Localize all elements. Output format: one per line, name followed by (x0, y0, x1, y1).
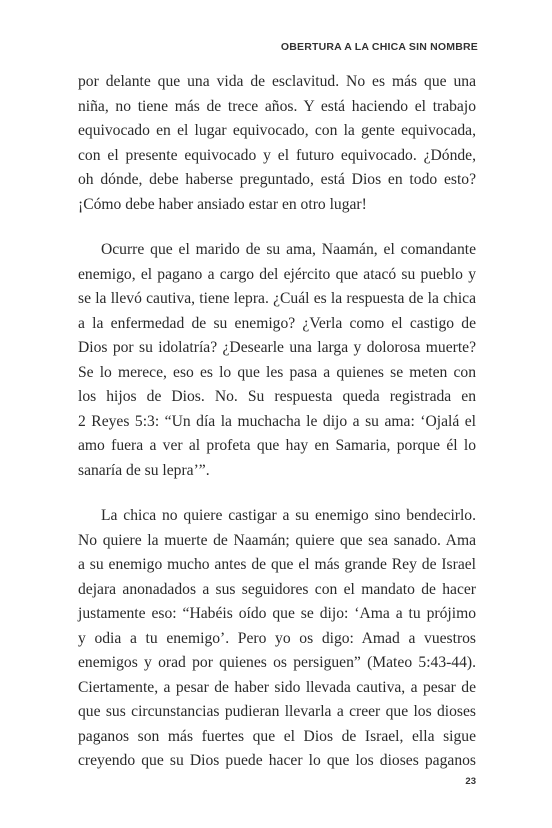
text-line: enemigos y orad por quienes os persiguen” (Mateo 5:43-44). (78, 654, 476, 671)
text-line: justamente eso: “Habéis oído que se dijo: ‘Ama a tu prójimo (78, 605, 476, 622)
text-line: creyendo que su Dios puede hacer lo que los dioses paganos (78, 752, 476, 769)
paragraph-2 (78, 238, 476, 483)
text-line: con el presente equivocado y el futuro equivocado. ¿Dónde, (78, 146, 476, 164)
text-line: sanaría de su lepra’”. (78, 461, 210, 479)
text-line: Ciertamente, a pesar de haber sido llevada cautiva, a pesar de (78, 678, 476, 696)
text-line: Dios por su idolatría? ¿Desearle una larga y dolorosa muerte? (78, 339, 476, 356)
text-line: Se lo merece, eso es lo que les pasa a quienes se meten con (78, 363, 476, 381)
text-line: oh dónde, debe haberse preguntado, está Dios en todo esto? (78, 171, 476, 188)
text-line: La chica no quiere castigar a su enemigo sino bendecirlo. (101, 507, 476, 524)
text-line: por delante que una vida de esclavitud. No es más que una (78, 73, 476, 90)
text-line: a la enfermedad de su enemigo? ¿Verla como el castigo de (78, 314, 476, 332)
text-line: a su enemigo mucho antes de que el más grande Rey de Israel (78, 556, 476, 573)
text-line: paganos son más fuertes que el Dios de Israel, ella sigue (78, 727, 476, 745)
text-line: Ocurre que el marido de su ama, Naamán, el comandante (101, 241, 476, 258)
text-line: y odia a tu enemigo’. Pero yo os digo: Amad a vuestros (78, 629, 476, 647)
text-line: que sus circunstancias pudieran llevarla a creer que los dioses (78, 703, 476, 720)
text-line: 2 Reyes 5:3: “Un día la muchacha le dijo a su ama: ‘Ojalá el (78, 412, 476, 430)
text-line: dejara anonadados a sus seguidores con el mandato de hacer (78, 580, 476, 598)
running-head: OBERTURA A LA CHICA SIN NOMBRE (280, 41, 478, 53)
paragraph-3 (78, 504, 476, 774)
text-line: los hijos de Dios. No. Su respuesta queda registrada en (78, 388, 476, 405)
paragraph-1 (78, 70, 476, 217)
body-text (78, 70, 476, 774)
text-line: niña, no tiene más de trece años. Y está haciendo el trabajo (78, 97, 476, 115)
text-line: ¡Cómo debe haber ansiado estar en otro lugar! (78, 195, 367, 213)
text-line: se la llevó cautiva, tiene lepra. ¿Cuál es la respuesta de la chica (78, 290, 476, 307)
text-line: equivocado en el lugar equivocado, con la gente equivocada, (78, 122, 476, 139)
text-line: enemigo, el pagano a cargo del ejército que atacó su pueblo y (78, 265, 476, 283)
page-number: 23 (465, 776, 476, 787)
text-line: amo fuera a ver al profeta que hay en Samaria, porque él lo (78, 437, 476, 454)
text-line: No quiere la muerte de Naamán; quiere que sea sanado. Ama (78, 531, 476, 549)
